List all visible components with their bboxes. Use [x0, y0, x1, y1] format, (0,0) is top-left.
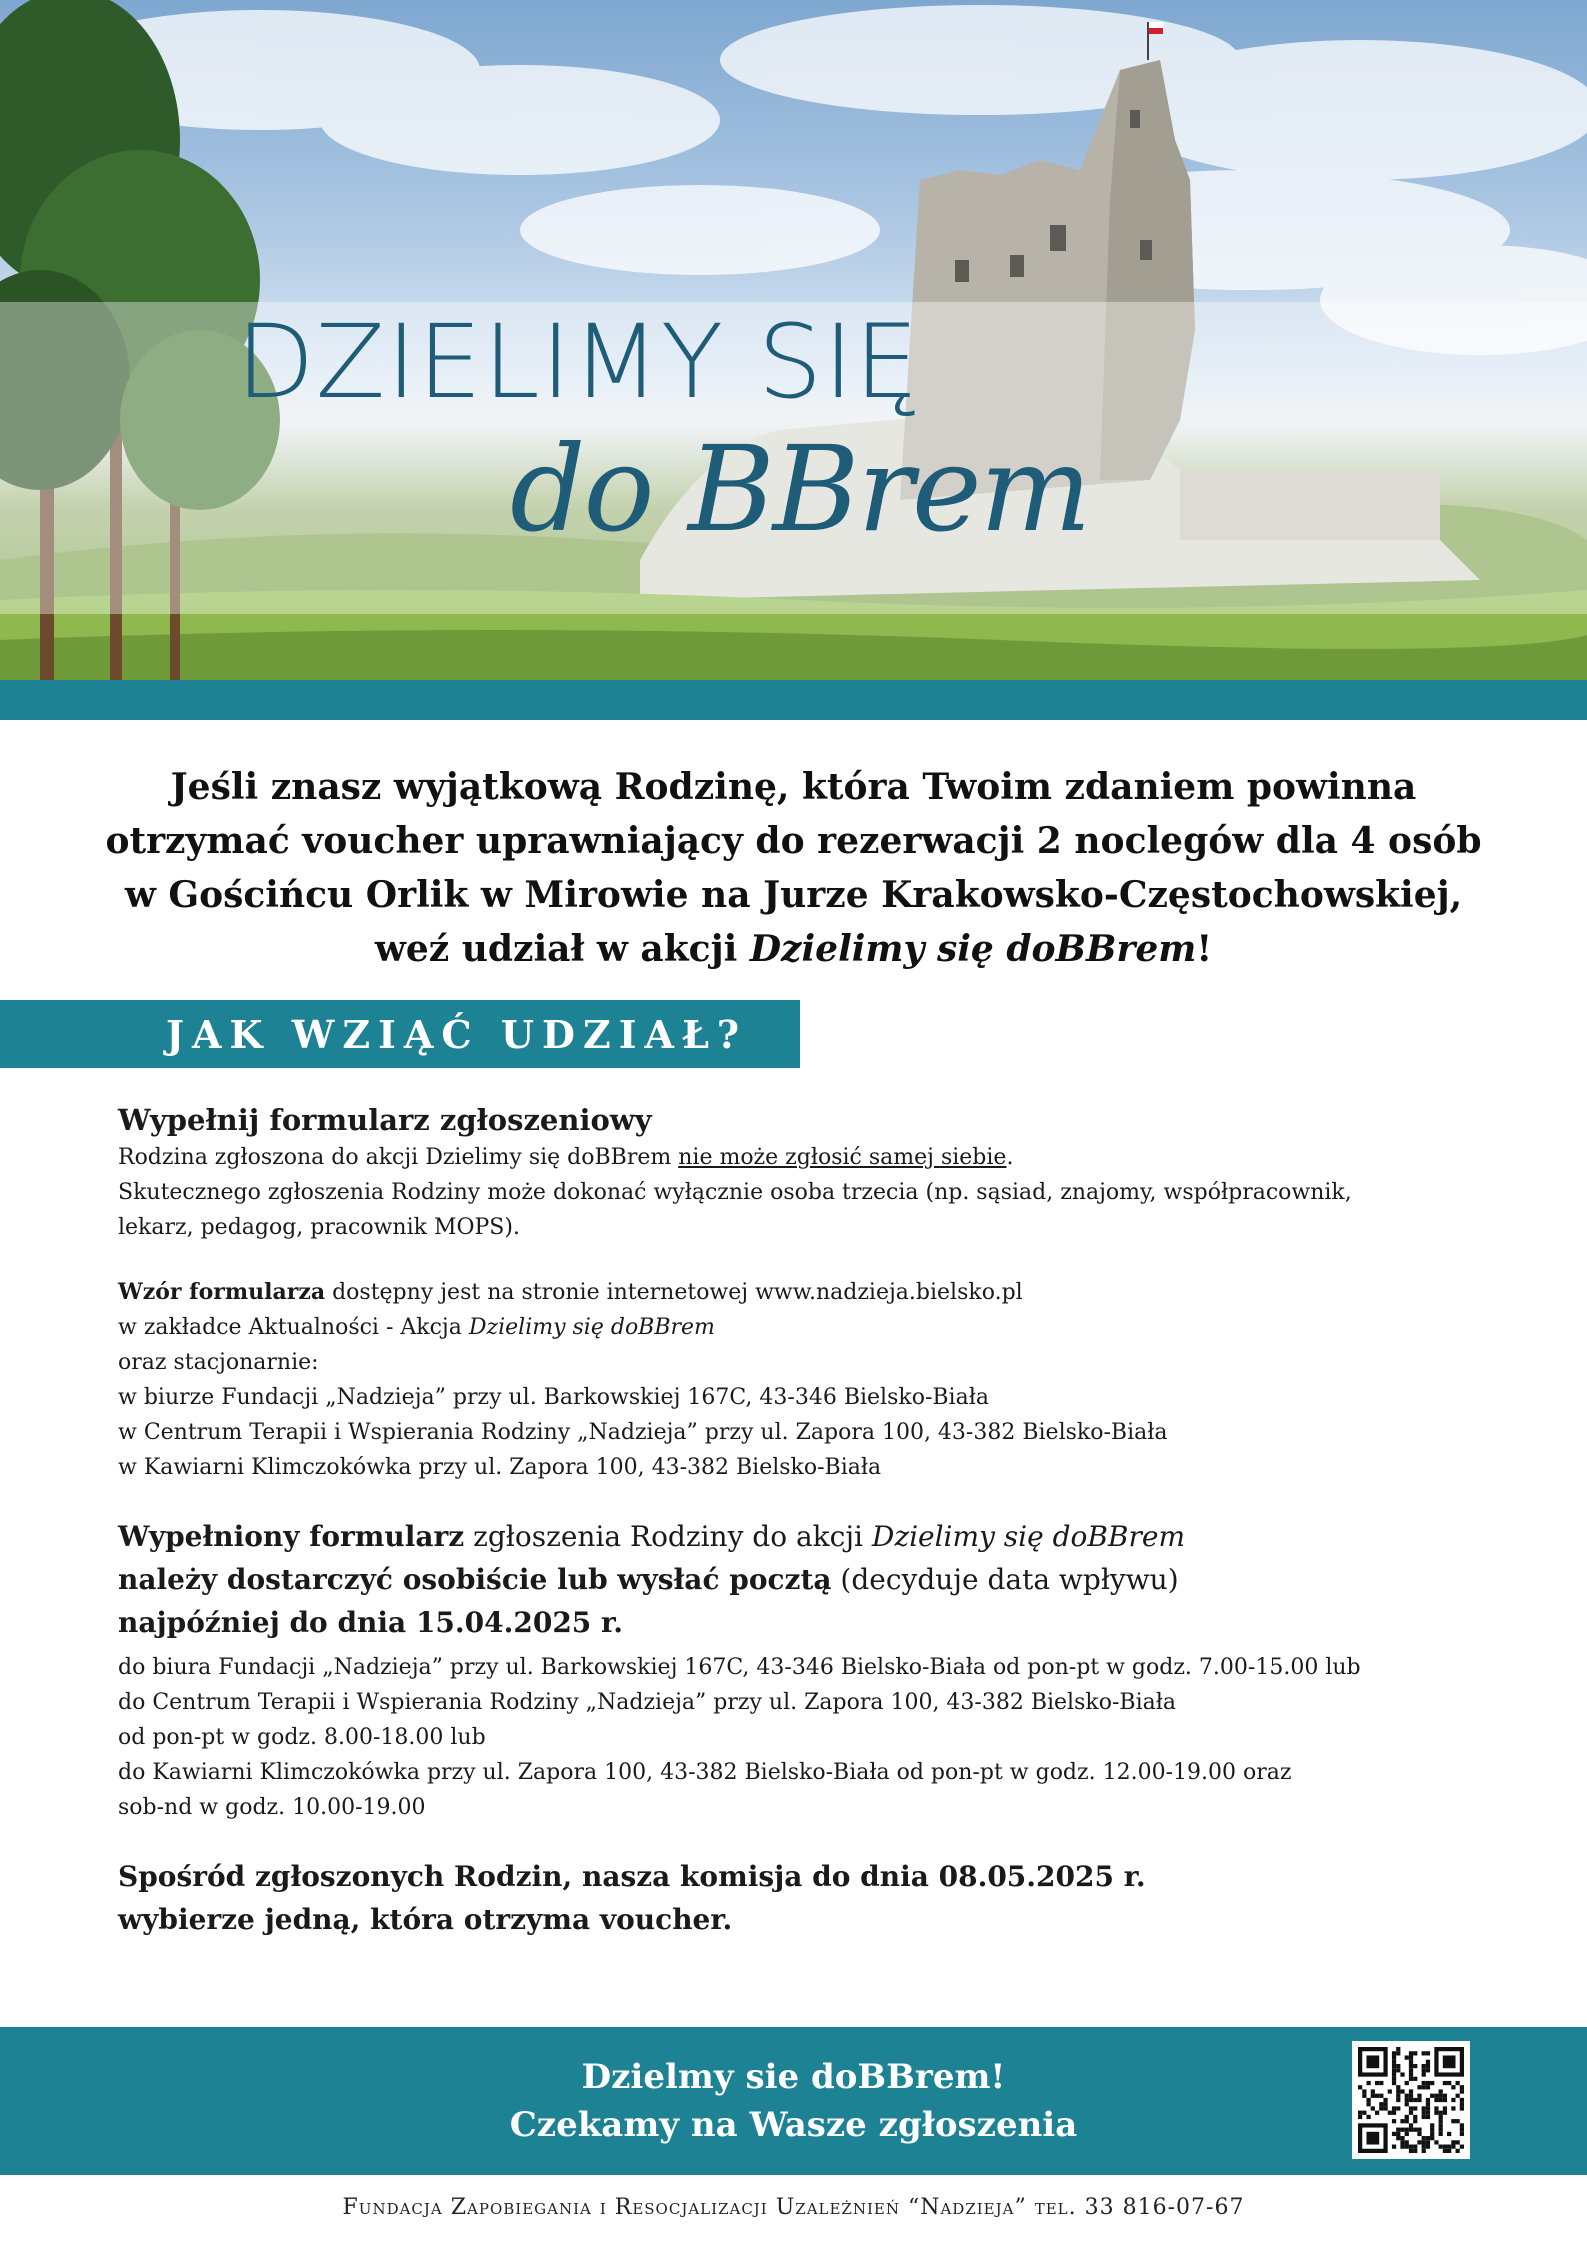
- template-text: oraz stacjonarnie:: [118, 1350, 319, 1375]
- qr-code-icon[interactable]: [1352, 2041, 1470, 2159]
- section-header: [0, 1000, 800, 1068]
- intro-line: weź udział w akcji Dzielimy się doBBrem!: [374, 928, 1213, 970]
- instructions: [118, 1100, 1538, 1941]
- delivery-location: do biura Fundacji „Nadzieja” przy ul. Barkowskiej 167C, 43-346 Bielsko-Biała od pon-pt w godz. 7.00-15.00 lub: [118, 1655, 1361, 1680]
- intro-line: Jeśli znasz wyjątkową Rodzinę, która Twoim zdaniem powinna: [170, 766, 1417, 808]
- delivery-text: Wypełniony formularz zgłoszenia Rodziny do akcji Dzielimy się doBBrem: [118, 1520, 1186, 1553]
- campaign-name: Dzielimy się doBBrem: [749, 928, 1197, 970]
- intro-line: w Gościńcu Orlik w Mirowie na Jurze Krakowsko-Częstochowskiej,: [124, 874, 1463, 916]
- delivery-location: do Kawiarni Klimczokówka przy ul. Zapora 100, 43-382 Bielsko-Biała od pon-pt w godz. 12.00-19.00 oraz: [118, 1760, 1292, 1785]
- delivery-text: należy dostarczyć osobiście lub wysłać pocztą (decyduje data wpływu): [118, 1563, 1179, 1596]
- footer-banner: [0, 2027, 1587, 2175]
- form-text: lekarz, pedagog, pracownik MOPS).: [118, 1215, 520, 1240]
- section-title: JAK WZIĄĆ UDZIAŁ?: [166, 1012, 748, 1057]
- delivery-location: sob-nd w godz. 10.00-19.00: [118, 1795, 426, 1820]
- intro-line: otrzymać voucher uprawniający do rezerwacji 2 noclegów dla 4 osób: [105, 820, 1482, 862]
- location-line: w biurze Fundacji „Nadzieja” przy ul. Barkowskiej 167C, 43-346 Bielsko-Biała: [118, 1385, 989, 1410]
- form-text: Skutecznego zgłoszenia Rodziny może dokonać wyłącznie osoba trzecia (np. sąsiad, znajomy, współpracownik,: [118, 1180, 1352, 1205]
- selection-text: wybierze jedną, która otrzyma voucher.: [118, 1903, 733, 1936]
- deadline: najpóźniej do dnia 15.04.2025 r.: [118, 1606, 623, 1639]
- divider-strip: [0, 680, 1587, 720]
- intro-paragraph: [90, 760, 1497, 976]
- delivery-location: od pon-pt w godz. 8.00-18.00 lub: [118, 1725, 486, 1750]
- campaign-script-title: do BBrem: [510, 420, 1090, 558]
- location-line: w Kawiarni Klimczokówka przy ul. Zapora 100, 43-382 Bielsko-Biała: [118, 1455, 882, 1480]
- organization-contact: Fundacja Zapobiegania i Resocjalizacji Uzależnień “Nadzieja” tel. 33 816-07-67: [342, 2195, 1245, 2220]
- location-line: w Centrum Terapii i Wspierania Rodziny „Nadzieja” przy ul. Zapora 100, 43-382 Bielsko-Biała: [118, 1420, 1168, 1445]
- selection-text: Spośród zgłoszonych Rodzin, nasza komisja do dnia 08.05.2025 r.: [118, 1860, 1146, 1893]
- underlined-note: nie może zgłosić samej siebie: [678, 1145, 1007, 1170]
- footer-message: [0, 2053, 1587, 2149]
- form-heading: Wypełnij formularz zgłoszeniowy: [118, 1103, 652, 1137]
- hero-banner: [0, 0, 1587, 680]
- footer-line: Dzielmy sie doBBrem!: [581, 2057, 1006, 2097]
- footer-line: Czekamy na Wasze zgłoszenia: [509, 2105, 1078, 2145]
- template-text: w zakładce Aktualności - Akcja Dzielimy się doBBrem: [118, 1315, 715, 1340]
- form-text: Rodzina zgłoszona do akcji Dzielimy się doBBrem nie może zgłosić samej siebie.: [118, 1145, 1014, 1170]
- delivery-location: do Centrum Terapii i Wspierania Rodziny „Nadzieja” przy ul. Zapora 100, 43-382 Bielsko-Biała: [118, 1690, 1176, 1715]
- campaign-title: DZIELIMY SIĘ: [236, 303, 920, 422]
- template-text: Wzór formularza dostępny jest na stronie internetowej www.nadzieja.bielsko.pl: [118, 1279, 1023, 1305]
